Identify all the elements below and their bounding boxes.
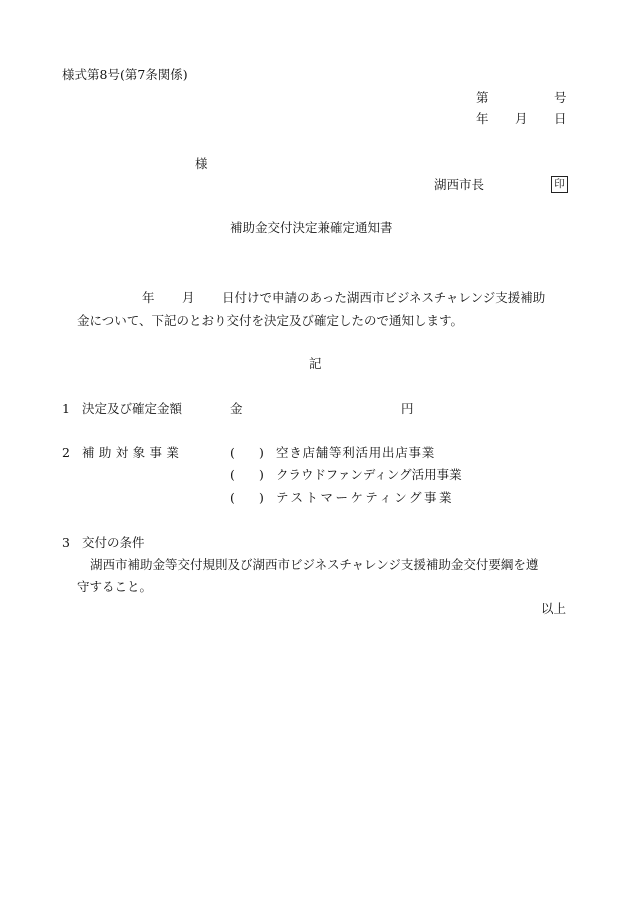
item2-number: 2 [62, 445, 70, 460]
option2-close: ) [259, 467, 264, 482]
option3-open: ( [230, 490, 235, 505]
item3-line1: 湖西市補助金等交付規則及び湖西市ビジネスチャレンジ支援補助金交付要綱を遵 [90, 557, 539, 572]
document-title: 補助金交付決定兼確定通知書 [230, 220, 393, 235]
item3-label: 交付の条件 [82, 535, 145, 550]
item1-number: 1 [62, 401, 70, 416]
item3-number: 3 [62, 535, 70, 550]
item3-line2: 守すること。 [77, 579, 153, 594]
option1-close: ) [259, 445, 264, 460]
body-line1: 日付けで申請のあった湖西市ビジネスチャレンジ支援補助 [222, 290, 546, 305]
option2-open: ( [230, 467, 235, 482]
option1-open: ( [230, 445, 235, 460]
item1-label: 決定及び確定金額 [82, 401, 183, 416]
date-day: 日 [554, 111, 567, 126]
doc-number-go: 号 [554, 90, 567, 105]
body-month: 月 [182, 290, 195, 305]
doc-number-dai: 第 [476, 90, 489, 105]
date-year: 年 [476, 111, 489, 126]
option3-text: テストマーケティング事業 [276, 490, 455, 505]
date-month: 月 [515, 111, 528, 126]
option2-text: クラウドファンディング活用事業 [276, 467, 462, 482]
item1-yen: 円 [401, 401, 414, 416]
ijo-closing: 以上 [541, 601, 567, 616]
option1-text: 空き店舗等利活用出店事業 [276, 445, 436, 460]
seal-mark: 印 [551, 176, 568, 193]
item1-kin: 金 [230, 401, 243, 416]
form-number: 様式第8号(第7条関係) [62, 67, 188, 82]
body-line2: 金について、下記のとおり交付を決定及び確定したので通知します。 [77, 313, 464, 328]
ki-heading: 記 [309, 356, 322, 371]
issuer-name: 湖西市長 [434, 177, 485, 192]
item2-label: 補助対象事業 [82, 445, 184, 460]
body-year: 年 [142, 290, 155, 305]
recipient-sama: 様 [195, 156, 208, 171]
option3-close: ) [259, 490, 264, 505]
